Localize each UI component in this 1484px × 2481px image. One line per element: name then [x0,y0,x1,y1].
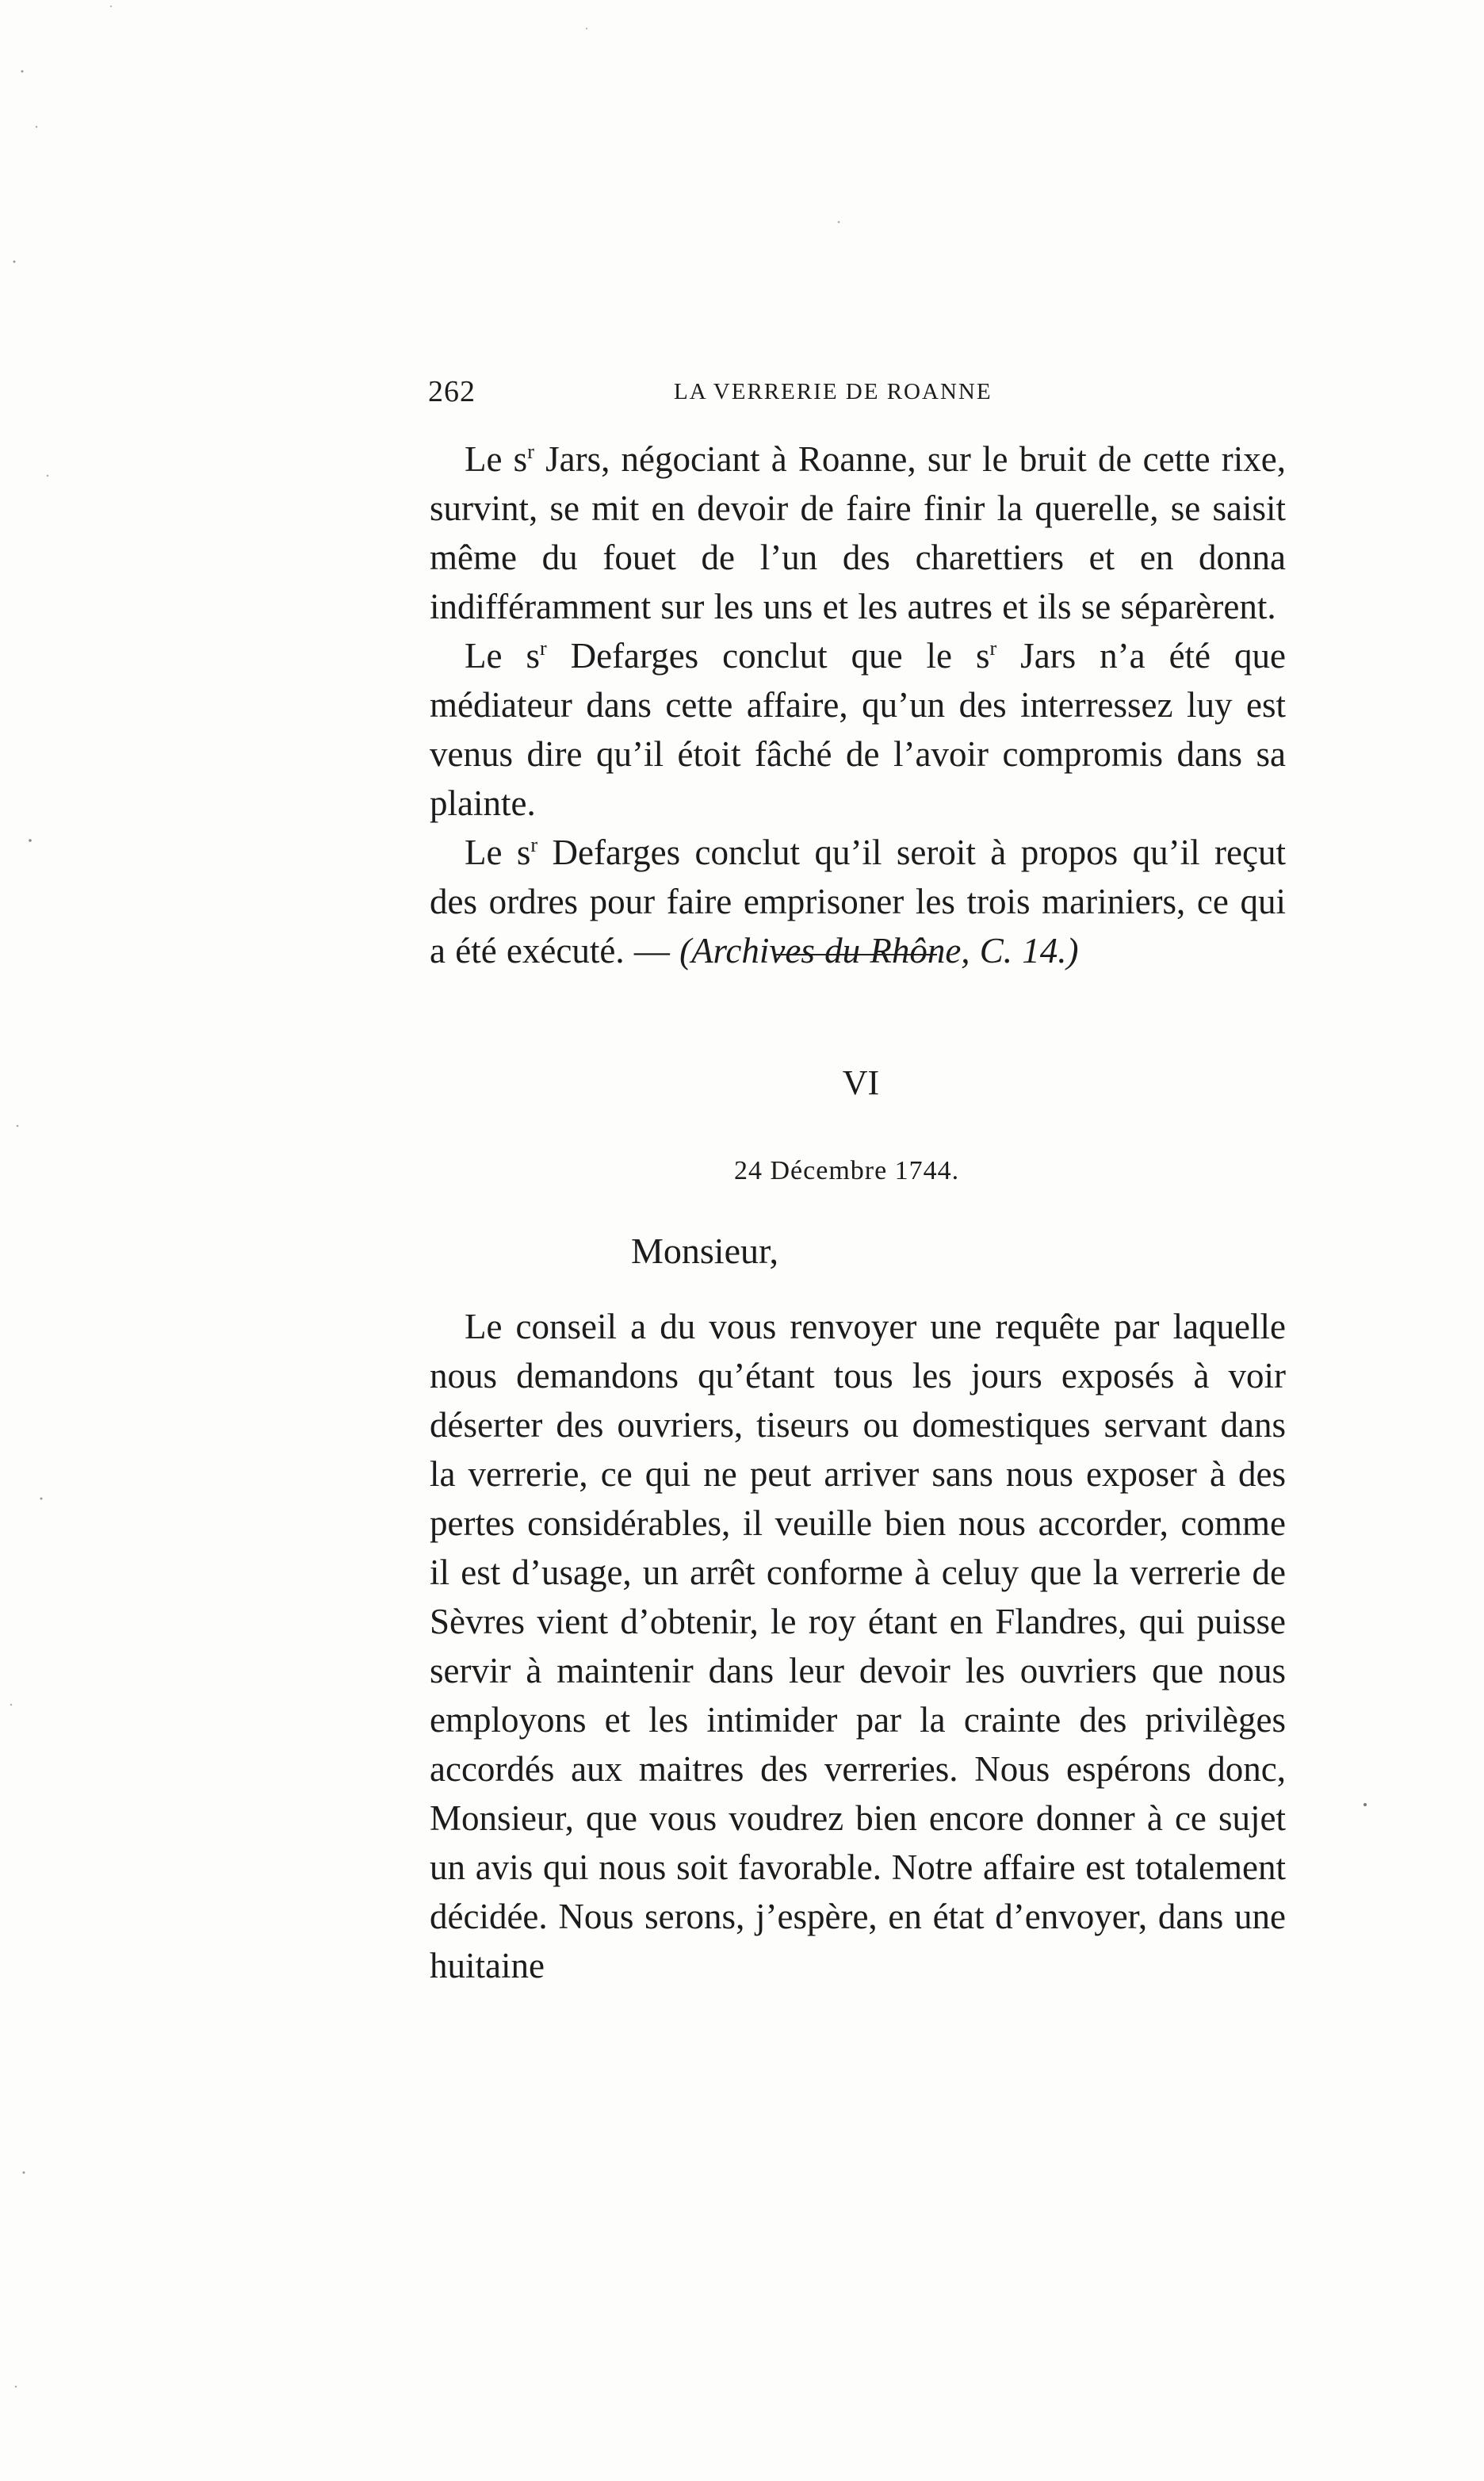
letter-salutation: Monsieur, [631,1231,778,1271]
section-number: VI [842,1063,880,1102]
page-number: 262 [428,375,476,408]
paragraph-rixe: Le $s^r$ Jars, négociant à Roanne, sur le bruit de cette rixe, survint, se mit en devoir de faire finir la querelle, se saisit même du fouet de l’un des charettiers et en donna indifféramment sur les uns et les autres et ils se séparèrent. [430,439,1286,626]
letter-body-block [430,1302,1286,1990]
paragraph-mariniers: Le $s^r$ Defarges conclut qu’il seroit à propos qu’il reçut des ordres pour faire emprisoner les trois mariniers, ce qui a été exécuté. — (Archives du Rhône, C. 14.) [430,833,1286,971]
running-title: LA VERRERIE DE ROANNE [674,379,993,404]
section-divider [774,954,937,955]
paragraph-mediateur: Le $s^r$ Defarges conclut que le $s^r$ Jars n’a été que médiateur dans cette affaire, qu’un des interressez luy est venus dire qu’il étoit fâché de l’avoir compromis dans sa plainte. [430,636,1286,823]
text-block-continued [430,435,1286,975]
archive-citation: (Archives du Rhône, C. 14.) [679,931,1079,971]
running-header [428,374,1300,414]
letter-date: 24 Décembre 1744. [734,1156,960,1185]
letter-paragraph: Le conseil a du vous renvoyer une requête par laquelle nous demandons qu’étant tous les jours exposés à voir déserter des ouvriers, tiseurs ou domestiques servant dans la verrerie, ce qui ne peut arriver sans nous exposer à des pertes considérables, il veuille bien nous accorder, comme il est d’usage, un arrêt conforme à celuy que la verrerie de Sèvres vient d’obtenir, le roy étant en Flandres, qui puisse servir à maintenir dans leur devoir les ouvriers que nous employons et les intimider par la crainte des privilèges accordés aux maitres des verreries. Nous espérons donc, Monsieur, que vous voudrez bien encore donner à ce sujet un avis qui nous soit favorable. Notre affaire est totalement décidée. Nous serons, j’espère, en état d’envoyer, dans une huitaine [430,1307,1286,1985]
